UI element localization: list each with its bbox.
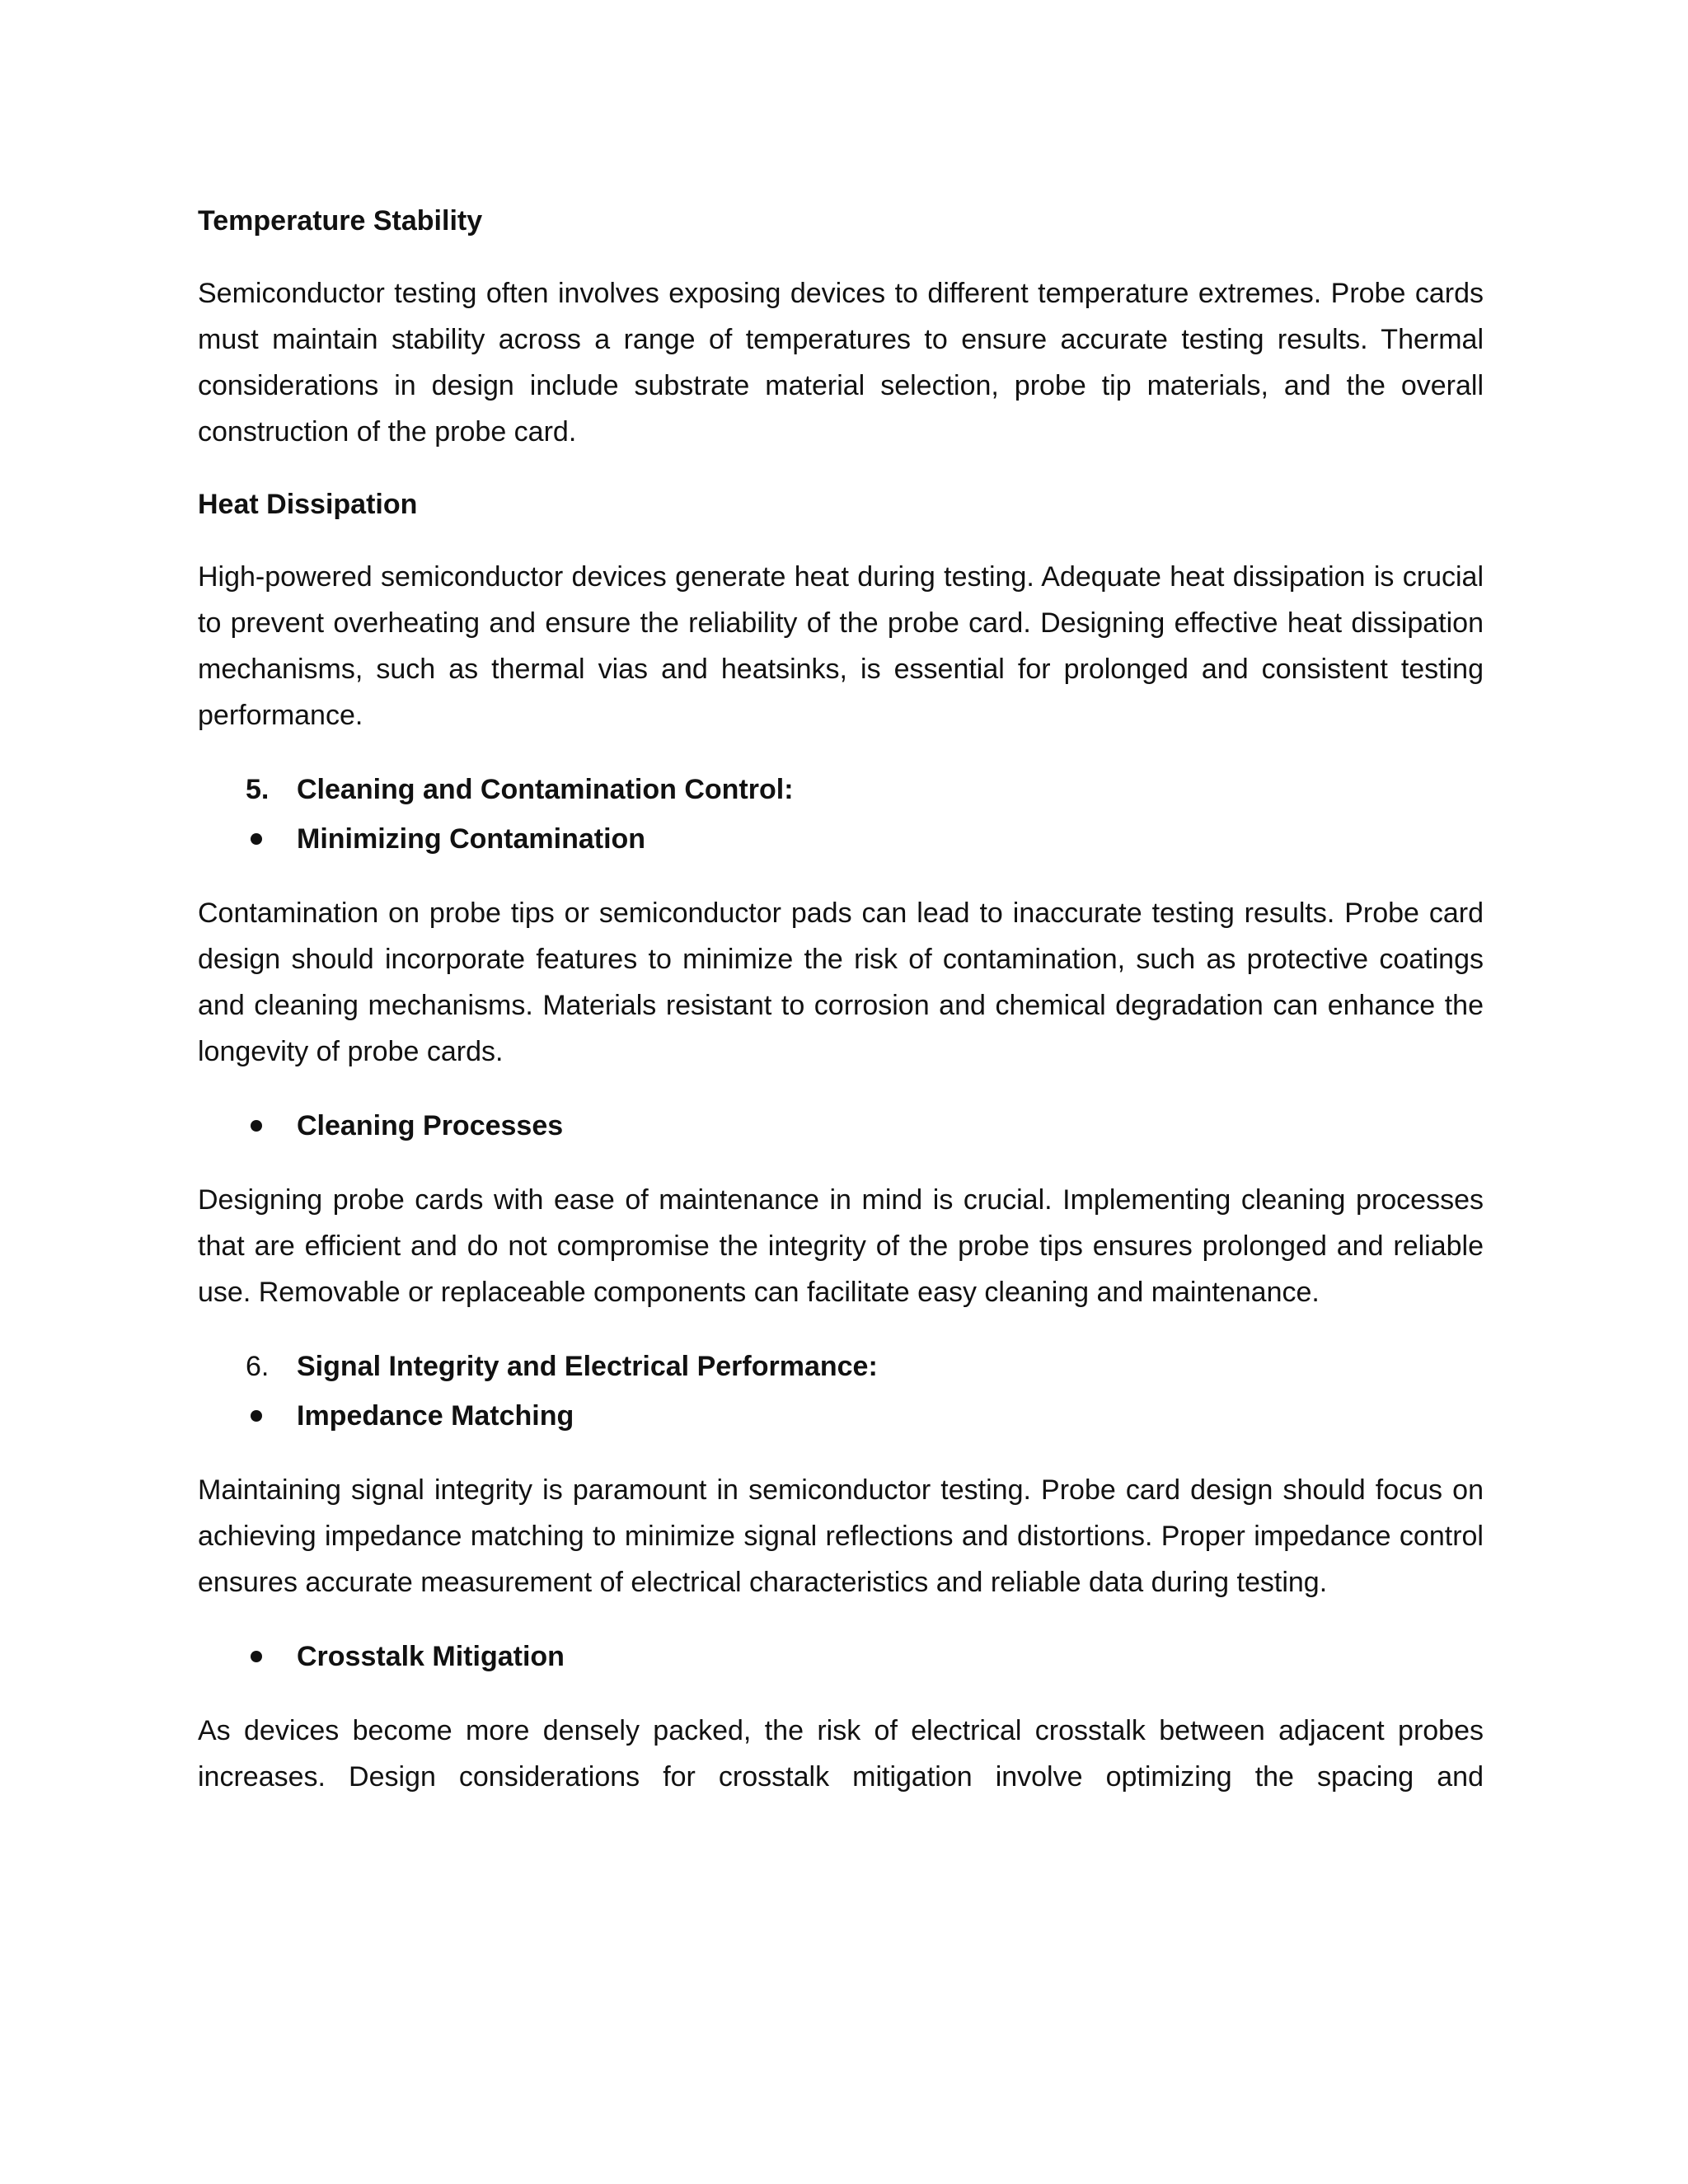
- list-signal: [198, 1342, 1484, 1441]
- bullet-icon: [246, 814, 287, 864]
- list-cleaning: [198, 765, 1484, 864]
- bullet-icon: [246, 1632, 287, 1681]
- list-number: 5.: [246, 774, 270, 805]
- list-label: Cleaning and Contamination Control:: [297, 774, 794, 805]
- heading-temperature-stability: Temperature Stability: [198, 205, 483, 237]
- list-label: Signal Integrity and Electrical Performance:: [297, 1351, 878, 1382]
- list-crosstalk: [198, 1632, 1484, 1681]
- list-label: Cleaning Processes: [297, 1110, 564, 1141]
- bullet-item-cleaning-processes: [198, 1101, 1484, 1151]
- list-label: Minimizing Contamination: [297, 823, 646, 855]
- bullet-item-impedance-matching: [198, 1391, 1484, 1441]
- paragraph-impedance-matching: Maintaining signal integrity is paramount in semiconductor testing. Probe card design should focus on achieving impedance matching to minimize signal reflections and distortions. Proper impedance control ensures accurate measurement of electrical characteristics and reliable data during testing.: [198, 1474, 1484, 1598]
- paragraph-heat-dissipation: High-powered semiconductor devices generate heat during testing. Adequate heat dissipation is crucial to prevent overheating and ensure the reliability of the probe card. Designing effective heat dissipation mechanisms, such as thermal vias and heatsinks, is essential for prolonged and consistent testing performance.: [198, 561, 1484, 731]
- paragraph-crosstalk-mitigation: As devices become more densely packed, the risk of electrical crosstalk between adjacent probes increases. Design considerations for crosstalk mitigation involve optimizing the spacing and: [198, 1715, 1484, 1793]
- numbered-item-signal: [198, 1342, 1484, 1391]
- bullet-icon: [246, 1391, 287, 1441]
- paragraph-minimizing-contamination: Contamination on probe tips or semiconductor pads can lead to inaccurate testing results. Probe card design should incorporate features to minimize the risk of contamination, such as protective coatings and cleaning mechanisms. Materials resistant to corrosion and chemical degradation can enhance the longevity of probe cards.: [198, 898, 1484, 1067]
- list-cleaning-processes: [198, 1101, 1484, 1151]
- bullet-item-crosstalk-mitigation: [198, 1632, 1484, 1681]
- document-page: [198, 198, 1484, 1826]
- paragraph-cleaning-processes: Designing probe cards with ease of maintenance in mind is crucial. Implementing cleaning processes that are efficient and do not compromise the integrity of the probe tips ensures prolonged and reliable use. Removable or replaceable components can facilitate easy cleaning and maintenance.: [198, 1184, 1484, 1308]
- bullet-icon: [246, 1101, 287, 1151]
- paragraph-temperature-stability: Semiconductor testing often involves exposing devices to different temperature extremes. Probe cards must maintain stability across a range of temperatures to ensure accurate testing results. Thermal considerations in design include substrate material selection, probe tip materials, and the overall construction of the probe card.: [198, 278, 1484, 448]
- list-number: 6.: [246, 1351, 270, 1382]
- numbered-item-cleaning: [198, 765, 1484, 814]
- heading-heat-dissipation: Heat Dissipation: [198, 489, 418, 520]
- list-label: Crosstalk Mitigation: [297, 1641, 565, 1672]
- list-label: Impedance Matching: [297, 1400, 574, 1432]
- bullet-item-minimizing-contamination: [198, 814, 1484, 864]
